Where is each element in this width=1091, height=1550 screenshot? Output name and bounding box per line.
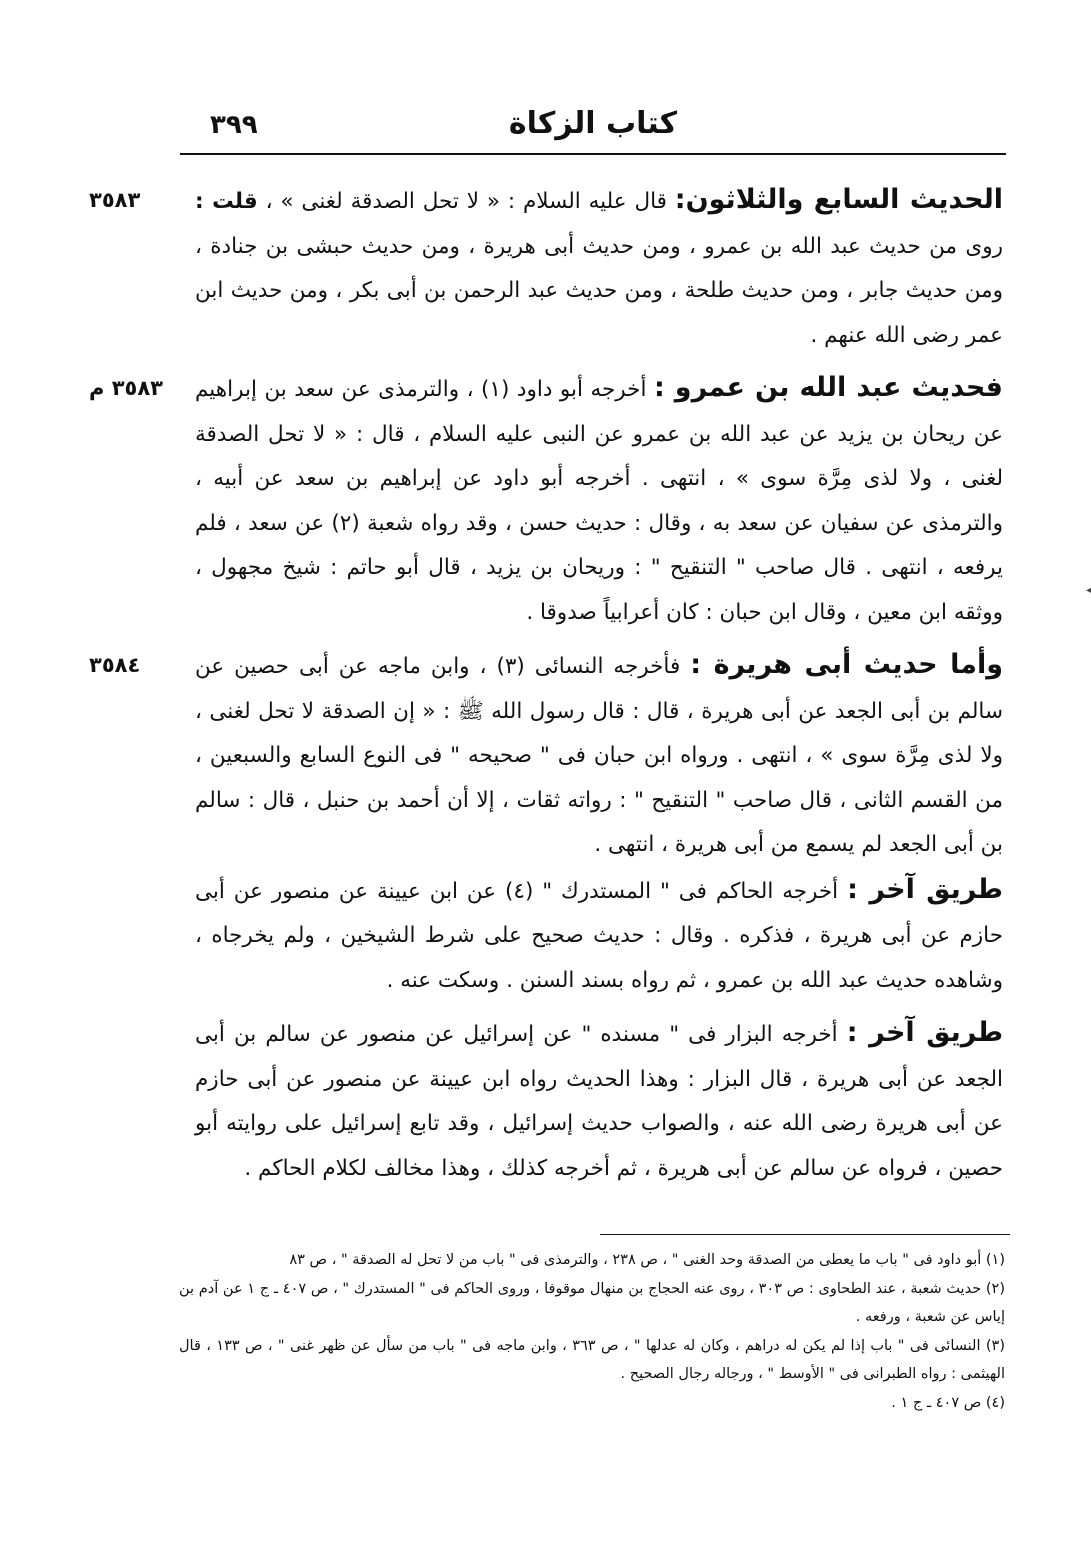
paragraph-another-route-bazzar <box>103 1011 1003 1191</box>
running-title: كتاب الزكاة <box>508 106 678 141</box>
paragraph-gap <box>103 1003 1003 1011</box>
paragraph-gap <box>103 358 1003 366</box>
footnote-rule <box>600 1234 1010 1235</box>
paragraph-heading: الحديث السابع والثلاثون: <box>674 184 1003 215</box>
footnote-1: (١) أبو داود فى " باب ما يعطى من الصدقة وحد الغنى " ، ص ٢٣٨ ، والترمذى فى " باب من لا تحل له الصدقة " ، ص ٨٣ <box>289 1252 1005 1268</box>
page-number: ٣٩٩ <box>210 110 258 140</box>
footnote-2: (٢) حديث شعبة ، عند الطحاوى : ص ٣٠٣ ، روى عنه الحجاج بن منهال موقوفا ، وروى الحاكم فى " المستدرك " ، ص ٤٠٧ ـ ج ١ عن آدم بن إياس عن شعبة ، ورفعه . <box>179 1280 1005 1325</box>
paragraph-text: أخرجه البزار فى " مسنده " عن إسرائيل عن منصور عن سالم بن أبى الجعد عن أبى هريرة ، قال البزار : وهذا الحديث رواه ابن عيينة عن منصور عن أبى حازم عن أبى هريرة رضى الله عنه ، والصواب حديث إسرائيل ، وقد تابع إسرائيل على روايته أبو حصين ، فرواه عن سالم عن أبى هريرة ، ثم أخرجه كذلك ، وهذا مخالف لكلام الحاكم . <box>195 1022 1003 1181</box>
paragraph-abu-hurayra <box>89 643 1003 868</box>
page-header <box>180 100 1006 152</box>
paragraph-heading: طريق آخر : <box>846 1017 1004 1048</box>
paragraph-heading: فحديث عبد الله بن عمرو : <box>653 372 1003 403</box>
paragraph-text: فأخرجه النسائى (٣) ، وابن ماجه عن أبى حصين عن سالم بن أبى الجعد عن أبى هريرة ، قال : قال رسول الله ﷺ : « إن الصدقة لا تحل لغنى ، ولا لذى مِرَّة سوى » ، انتهى . ورواه ابن حبان فى " صحيحه " فى النوع السابع والسبعين ، من القسم الثانى ، قال صاحب " التنقيح " : رواته ثقات ، إلا أن أحمد بن حنبل ، قال : سالم بن أبى الجعد لم يسمع من أبى هريرة ، انتهى . <box>195 654 1003 857</box>
hadith-number: ٣٥٨٣ م <box>89 376 163 400</box>
qult-label: قلت : <box>195 189 258 214</box>
footnote-3: (٣) النسائى فى " باب إذا لم يكن له دراهم ، وكان له عدلها " ، ص ٣٦٣ ، وابن ماجه فى " باب من سأل عن ظهر غنى " ، ص ١٣٣ ، قال الهيثمى : رواه الطبرانى فى " الأوسط " ، ورجاله رجال الصحيح . <box>179 1337 1005 1382</box>
paragraph-text: روى من حديث عبد الله بن عمرو ، ومن حديث أبى هريرة ، ومن حديث حبشى بن جنادة ، ومن حديث جابر ، ومن حديث طلحة ، ومن حديث عبد الرحمن بن أبى بكر ، ومن حديث ابن عمر رضى الله عنهم . <box>195 233 1003 348</box>
paragraph-gap <box>103 635 1003 643</box>
footnotes <box>179 1246 1005 1417</box>
hadith-lead-text: قال عليه السلام : « لا تحل الصدقة لغنى » ، <box>265 189 667 214</box>
paragraph-abdullah-bin-amr <box>89 366 1003 635</box>
hadith-number: ٣٥٨٤ <box>89 653 141 677</box>
header-rule <box>180 153 1006 155</box>
footnote-4: (٤) ص ٤٠٧ ـ ج ١ . <box>891 1394 1005 1411</box>
paragraph-text: أخرجه أبو داود (١) ، والترمذى عن سعد بن إبراهيم عن ريحان بن يزيد عن عبد الله بن عمرو عن النبى عليه السلام ، قال : « لا تحل الصدقة لغنى ، ولا لذى مِرَّة سوى » ، انتهى . أخرجه أبو داود عن إبراهيم بن سعد عن أبيه ، والترمذى عن سفيان عن سعد به ، وقال : حديث حسن ، وقد رواه شعبة (٢) عن سعد ، فلم يرفعه ، انتهى . قال صاحب " التنقيح " : وريحان بن يزيد ، قال أبو حاتم : شيخ مجهول ، ووثقه ابن معين ، وقال ابن حبان : كان أعرابياً صدوقا . <box>195 377 1003 625</box>
paragraph-text: أخرجه الحاكم فى " المستدرك " (٤) عن ابن عيينة عن منصور عن أبى حازم عن أبى هريرة ، فذكره . وقال : حديث صحيح على شرط الشيخين ، ولم يخرجاه ، وشاهده حديث عبد الله بن عمرو ، ثم رواه بسند السنن . وسكت عنه . <box>195 878 1003 993</box>
paragraph-another-route-hakim <box>103 868 1003 1004</box>
paragraph-heading: وأما حديث أبى هريرة : <box>690 649 1003 680</box>
paragraph-hadith-37 <box>89 178 1003 358</box>
main-text <box>89 178 1004 1191</box>
scan-edge-mark: ◂ <box>1085 585 1091 596</box>
paragraph-heading: طريق آخر : <box>847 873 1003 905</box>
hadith-number: ٣٥٨٣ <box>89 188 141 212</box>
